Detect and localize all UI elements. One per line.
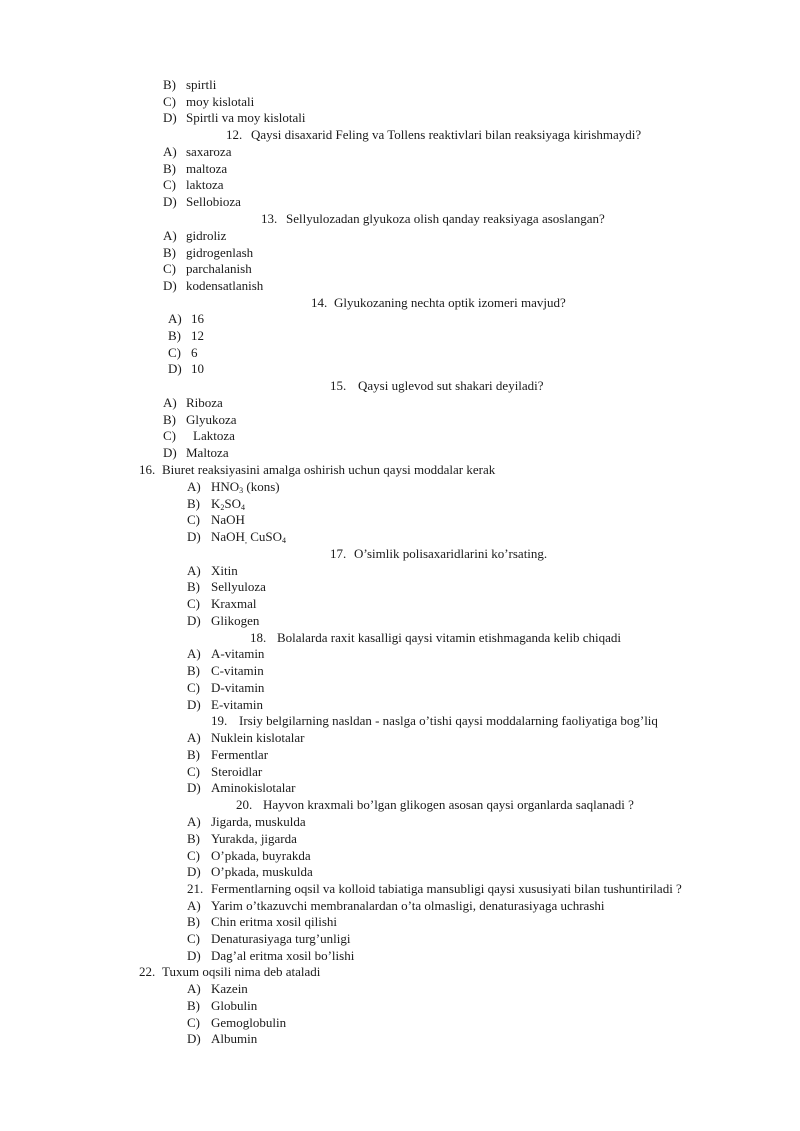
text-main: Qaysi disaxarid Feling va Tollens reaktivlari bilan reaksiyaga kirishmaydi? bbox=[251, 127, 642, 142]
text-main: Chin eritma xosil qilishi bbox=[211, 914, 338, 929]
question-text bbox=[251, 127, 641, 143]
option-letter: D) bbox=[187, 697, 201, 712]
option-letter: D) bbox=[187, 529, 201, 544]
option-text bbox=[191, 345, 198, 361]
text-main: Sellyulozadan glyukoza olish qanday reaksiyaga asoslangan? bbox=[286, 211, 605, 226]
text-main: NaOH bbox=[211, 512, 245, 527]
question-text bbox=[162, 964, 320, 980]
option-letter: A) bbox=[187, 479, 201, 494]
question-line bbox=[261, 211, 605, 227]
option-text bbox=[191, 328, 204, 344]
text-main: Globulin bbox=[211, 998, 258, 1013]
text-main: Glyukoza bbox=[186, 412, 237, 427]
option-letter: A) bbox=[187, 646, 201, 661]
option-letter: D) bbox=[187, 864, 201, 879]
answer-option bbox=[187, 579, 266, 595]
option-text bbox=[191, 361, 204, 377]
answer-option bbox=[187, 848, 311, 864]
answer-option bbox=[187, 529, 286, 545]
option-text bbox=[211, 931, 350, 947]
option-letter: A) bbox=[187, 814, 201, 829]
option-letter: B) bbox=[163, 245, 176, 260]
text-main: Bolalarda raxit kasalligi qaysi vitamin etishmaganda kelib chiqadi bbox=[277, 630, 622, 645]
text-main: saxaroza bbox=[186, 144, 232, 159]
question-number: 14. bbox=[311, 295, 328, 310]
option-letter: C) bbox=[187, 848, 200, 863]
answer-option bbox=[163, 278, 263, 294]
question-number: 22. bbox=[139, 964, 156, 979]
question-text bbox=[286, 211, 605, 227]
subscript: 3 bbox=[239, 486, 244, 495]
text-after: CuSO bbox=[246, 529, 282, 544]
option-text bbox=[211, 563, 238, 579]
question-number: 17. bbox=[330, 546, 347, 561]
question-text bbox=[263, 797, 634, 813]
option-text bbox=[186, 94, 254, 110]
answer-option bbox=[187, 931, 350, 947]
option-letter: B) bbox=[163, 77, 176, 92]
option-text bbox=[211, 680, 264, 696]
option-letter: A) bbox=[187, 563, 201, 578]
answer-option bbox=[187, 496, 245, 512]
option-text bbox=[186, 395, 223, 411]
text-main: O’pkada, muskulda bbox=[211, 864, 313, 879]
text-main: 6 bbox=[191, 345, 198, 360]
option-letter: B) bbox=[187, 496, 200, 511]
text-main: maltoza bbox=[186, 161, 228, 176]
question-text bbox=[211, 881, 682, 897]
text-main: Riboza bbox=[186, 395, 223, 410]
option-letter: C) bbox=[187, 512, 200, 527]
answer-option bbox=[163, 144, 231, 160]
answer-option bbox=[187, 596, 256, 612]
option-letter: C) bbox=[187, 596, 200, 611]
option-letter: C) bbox=[163, 261, 176, 276]
answer-option bbox=[163, 161, 227, 177]
option-letter: D) bbox=[168, 361, 182, 376]
option-text bbox=[186, 261, 252, 277]
answer-option bbox=[163, 194, 241, 210]
option-letter: A) bbox=[163, 144, 177, 159]
option-text bbox=[186, 445, 229, 461]
text-main: Laktoza bbox=[193, 428, 235, 443]
text-main: Yurakda, jigarda bbox=[211, 831, 297, 846]
text-after: (kons) bbox=[243, 479, 280, 494]
option-letter: D) bbox=[163, 194, 177, 209]
text-main: Denaturasiyaga turg’unligi bbox=[211, 931, 351, 946]
answer-option bbox=[168, 328, 204, 344]
question-number: 19. bbox=[211, 713, 228, 728]
option-text bbox=[211, 831, 297, 847]
answer-option bbox=[187, 697, 263, 713]
text-main: E-vitamin bbox=[211, 697, 263, 712]
answer-option bbox=[163, 110, 306, 126]
question-line bbox=[330, 546, 547, 562]
answer-option bbox=[163, 228, 226, 244]
answer-option bbox=[163, 395, 223, 411]
question-line bbox=[311, 295, 566, 311]
question-text bbox=[334, 295, 566, 311]
answer-option bbox=[187, 663, 264, 679]
option-text bbox=[211, 596, 256, 612]
text-main: laktoza bbox=[186, 177, 224, 192]
question-number: 13. bbox=[261, 211, 278, 226]
option-text bbox=[211, 1015, 286, 1031]
text-main: Sellobioza bbox=[186, 194, 241, 209]
option-text bbox=[211, 512, 245, 528]
answer-option bbox=[187, 1031, 257, 1047]
option-text bbox=[186, 412, 237, 428]
question-number: 15. bbox=[330, 378, 347, 393]
subscript: 2 bbox=[220, 503, 225, 512]
question-line bbox=[187, 881, 682, 897]
text-main: O’simlik polisaxaridlarini ko’rsating. bbox=[354, 546, 548, 561]
question-line bbox=[236, 797, 634, 813]
question-line bbox=[211, 713, 658, 729]
answer-option bbox=[187, 831, 297, 847]
answer-option bbox=[187, 1015, 286, 1031]
text-main: Kraxmal bbox=[211, 596, 257, 611]
text-main: kodensatlanish bbox=[186, 278, 264, 293]
option-text bbox=[186, 228, 226, 244]
option-text bbox=[191, 311, 204, 327]
text-main: HNO bbox=[211, 479, 240, 494]
question-text bbox=[277, 630, 621, 646]
text-main: Glikogen bbox=[211, 613, 260, 628]
text-main: Dag’al eritma xosil bo’lishi bbox=[211, 948, 355, 963]
option-letter: C) bbox=[187, 764, 200, 779]
answer-option bbox=[187, 998, 257, 1014]
text-main: O’pkada, buyrakda bbox=[211, 848, 311, 863]
option-letter: D) bbox=[163, 445, 177, 460]
option-letter: A) bbox=[163, 395, 177, 410]
text-main: A-vitamin bbox=[211, 646, 265, 661]
text-main: gidrogenlash bbox=[186, 245, 254, 260]
text-main: spirtli bbox=[186, 77, 217, 92]
question-text bbox=[358, 378, 544, 394]
answer-option bbox=[187, 864, 313, 880]
text-main: Glyukozaning nechta optik izomeri mavjud? bbox=[334, 295, 566, 310]
option-text bbox=[211, 1031, 257, 1047]
text-main: Tuxum oqsili nima deb ataladi bbox=[162, 964, 321, 979]
answer-option bbox=[187, 479, 280, 495]
option-text bbox=[211, 613, 259, 629]
text-main: K bbox=[211, 496, 221, 511]
option-text bbox=[186, 110, 306, 126]
answer-option bbox=[187, 764, 262, 780]
option-text bbox=[211, 764, 262, 780]
answer-option bbox=[163, 445, 229, 461]
option-letter: B) bbox=[187, 747, 200, 762]
option-letter: A) bbox=[163, 228, 177, 243]
option-letter: A) bbox=[187, 898, 201, 913]
text-main: NaOH bbox=[211, 529, 245, 544]
option-text bbox=[211, 747, 268, 763]
option-letter: B) bbox=[187, 579, 200, 594]
answer-option bbox=[163, 94, 254, 110]
answer-option bbox=[163, 177, 224, 193]
option-text bbox=[211, 848, 311, 864]
question-text bbox=[239, 713, 658, 729]
text-main: Albumin bbox=[211, 1031, 258, 1046]
text-main: Maltoza bbox=[186, 445, 229, 460]
answer-option bbox=[163, 428, 235, 444]
text-main: Sellyuloza bbox=[211, 579, 266, 594]
text-main: Yarim o’tkazuvchi membranalardan o’ta olmasligi, denaturasiyaga uchrashi bbox=[211, 898, 605, 913]
option-text bbox=[211, 780, 296, 796]
text-main: Gemoglobulin bbox=[211, 1015, 287, 1030]
answer-option bbox=[187, 780, 296, 796]
answer-option bbox=[168, 361, 204, 377]
option-text bbox=[193, 428, 235, 444]
option-letter: B) bbox=[187, 663, 200, 678]
answer-option bbox=[187, 512, 245, 528]
option-text bbox=[211, 998, 257, 1014]
option-text bbox=[186, 177, 224, 193]
question-line bbox=[330, 378, 544, 394]
text-main: D-vitamin bbox=[211, 680, 265, 695]
answer-option bbox=[187, 730, 305, 746]
option-text bbox=[186, 194, 241, 210]
option-letter: B) bbox=[187, 998, 200, 1013]
option-text bbox=[186, 144, 231, 160]
option-letter: C) bbox=[163, 428, 176, 443]
option-text bbox=[211, 646, 264, 662]
question-line bbox=[250, 630, 621, 646]
subscript: 4 bbox=[281, 536, 286, 545]
option-letter: C) bbox=[168, 345, 181, 360]
option-text bbox=[211, 697, 263, 713]
option-text bbox=[211, 981, 248, 997]
answer-option bbox=[163, 412, 237, 428]
answer-option bbox=[187, 613, 259, 629]
option-text bbox=[211, 579, 266, 595]
option-text bbox=[186, 245, 253, 261]
text-after: SO bbox=[224, 496, 242, 511]
text-main: 10 bbox=[191, 361, 204, 376]
subscript: 4 bbox=[241, 503, 246, 512]
text-main: Hayvon kraxmali bo’lgan glikogen asosan qaysi organlarda saqlanadi ? bbox=[263, 797, 634, 812]
option-text bbox=[211, 898, 605, 914]
answer-option bbox=[168, 311, 204, 327]
question-line bbox=[226, 127, 641, 143]
text-main: Nuklein kislotalar bbox=[211, 730, 305, 745]
option-letter: D) bbox=[187, 780, 201, 795]
option-letter: B) bbox=[163, 412, 176, 427]
text-main: Aminokislotalar bbox=[211, 780, 296, 795]
option-letter: D) bbox=[187, 948, 201, 963]
option-letter: C) bbox=[163, 94, 176, 109]
option-letter: B) bbox=[168, 328, 181, 343]
option-letter: D) bbox=[187, 1031, 201, 1046]
text-main: Fermentlarning oqsil va kolloid tabiatiga mansubligi qaysi xususiyati bilan tushuntiriladi ? bbox=[211, 881, 682, 896]
text-main: Irsiy belgilarning nasldan - naslga o’tishi qaysi moddalarning faoliyatiga bog’liq bbox=[239, 713, 658, 728]
text-main: parchalanish bbox=[186, 261, 252, 276]
option-letter: A) bbox=[168, 311, 182, 326]
text-main: Kazein bbox=[211, 981, 248, 996]
option-text bbox=[211, 529, 286, 545]
option-text bbox=[211, 814, 306, 830]
option-text bbox=[211, 479, 280, 495]
text-main: C-vitamin bbox=[211, 663, 264, 678]
answer-option bbox=[163, 77, 216, 93]
option-letter: D) bbox=[187, 613, 201, 628]
answer-option bbox=[163, 261, 252, 277]
question-line bbox=[139, 964, 320, 980]
question-number: 21. bbox=[187, 881, 204, 896]
subscript: , bbox=[244, 536, 247, 545]
question-number: 12. bbox=[226, 127, 243, 142]
option-letter: D) bbox=[163, 110, 177, 125]
question-number: 20. bbox=[236, 797, 253, 812]
answer-option bbox=[187, 914, 337, 930]
answer-option bbox=[187, 680, 264, 696]
text-main: Xitin bbox=[211, 563, 238, 578]
text-main: moy kislotali bbox=[186, 94, 255, 109]
answer-option bbox=[187, 948, 354, 964]
answer-option bbox=[163, 245, 253, 261]
option-letter: A) bbox=[187, 981, 201, 996]
answer-option bbox=[187, 563, 238, 579]
text-main: Fermentlar bbox=[211, 747, 269, 762]
option-text bbox=[211, 864, 313, 880]
answer-option bbox=[168, 345, 198, 361]
answer-option bbox=[187, 646, 264, 662]
option-letter: A) bbox=[187, 730, 201, 745]
option-letter: C) bbox=[187, 931, 200, 946]
option-letter: B) bbox=[187, 914, 200, 929]
text-main: Steroidlar bbox=[211, 764, 263, 779]
question-number: 18. bbox=[250, 630, 267, 645]
option-letter: C) bbox=[187, 1015, 200, 1030]
question-line bbox=[139, 462, 495, 478]
option-letter: B) bbox=[163, 161, 176, 176]
option-letter: C) bbox=[187, 680, 200, 695]
text-main: Jigarda, muskulda bbox=[211, 814, 306, 829]
text-main: 16 bbox=[191, 311, 204, 326]
text-main: Spirtli va moy kislotali bbox=[186, 110, 306, 125]
option-text bbox=[186, 278, 263, 294]
option-text bbox=[211, 663, 264, 679]
text-main: 12 bbox=[191, 328, 204, 343]
option-letter: C) bbox=[163, 177, 176, 192]
option-text bbox=[211, 730, 305, 746]
question-text bbox=[354, 546, 547, 562]
answer-option bbox=[187, 898, 605, 914]
answer-option bbox=[187, 981, 248, 997]
question-text bbox=[162, 462, 495, 478]
answer-option bbox=[187, 747, 268, 763]
option-letter: D) bbox=[163, 278, 177, 293]
answer-option bbox=[187, 814, 306, 830]
text-main: Biuret reaksiyasini amalga oshirish uchun qaysi moddalar kerak bbox=[162, 462, 496, 477]
option-text bbox=[211, 948, 354, 964]
text-main: gidroliz bbox=[186, 228, 227, 243]
question-number: 16. bbox=[139, 462, 156, 477]
text-main: Qaysi uglevod sut shakari deyiladi? bbox=[358, 378, 544, 393]
option-text bbox=[211, 496, 245, 512]
option-letter: B) bbox=[187, 831, 200, 846]
option-text bbox=[186, 77, 216, 93]
option-text bbox=[211, 914, 337, 930]
option-text bbox=[186, 161, 227, 177]
